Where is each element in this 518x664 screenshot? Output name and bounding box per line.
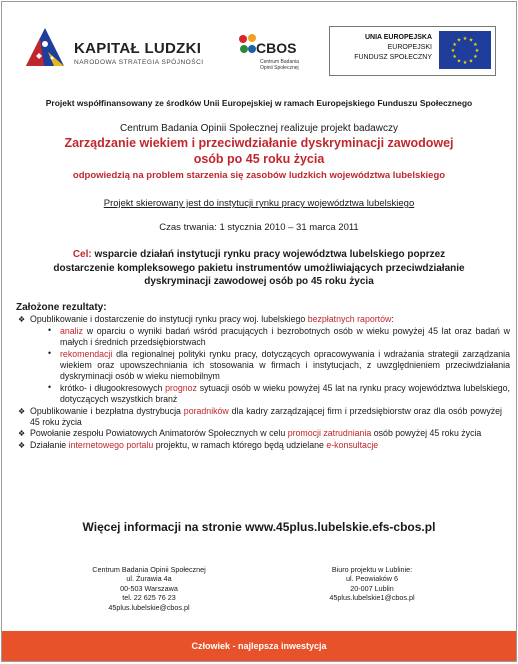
address-line: 00-503 Warszawa: [120, 583, 178, 593]
results-heading: Założone rezultaty:: [16, 302, 107, 313]
cbos-title: CBOS: [256, 40, 297, 56]
eu-star-icon: ★: [456, 37, 462, 44]
eu-star-icon: ★: [473, 54, 478, 60]
more-info-link[interactable]: Więcej informacji na stronie www.45plus.lubelskie.efs-cbos.pl: [82, 520, 436, 534]
result-highlight: internetowego portalu: [68, 439, 154, 450]
eu-star-icon: ★: [474, 48, 480, 54]
result-highlight: e-konsultacje: [326, 439, 379, 450]
result-item: [16, 428, 510, 439]
address-email[interactable]: 45plus.lubelskie@cbos.pl: [108, 602, 190, 612]
bullet-icon: •: [48, 347, 52, 358]
cbos-logo-icon: [238, 32, 258, 58]
leaflet-page: [1, 1, 517, 662]
result-subitem: [16, 383, 510, 406]
kapital-ludzki-subtitle: NARODOWA STRATEGIA SPÓJNOŚCI: [74, 59, 204, 66]
result-highlight: analiz: [60, 325, 83, 336]
result-highlight: prognoz: [165, 382, 197, 393]
footer-bar: [2, 631, 516, 661]
kapital-ludzki-title: KAPITAŁ LUDZKI: [74, 40, 202, 57]
result-text: dla regionalnej polityki rynku pracy, dotyczących opracowywania i wdrażania strategii zarządzania wiekiem oraz upowszechniania ich stosowania w firmach i instytucjach, z uwzględnieniem przeciwdziałania dyskryminacji osób w wieku niemobilnym: [60, 348, 510, 382]
project-title-line: Zarządzanie wiekiem i przeciwdziałanie dyskryminacji zawodowej: [64, 136, 454, 150]
eu-logo-box: [329, 26, 496, 76]
eu-star-icon: ★: [450, 48, 456, 54]
result-highlight: poradników: [183, 405, 229, 416]
goal-label: Cel:: [72, 249, 92, 260]
eu-fund-label-2: FUNDUSZ SPOŁECZNY: [354, 54, 432, 61]
cbos-subtitle-line: Centrum Badania: [260, 59, 299, 65]
address-line: ul. Żurawia 4a: [126, 574, 172, 584]
result-highlight: promocji zatrudniania: [287, 428, 372, 439]
address-lublin: [272, 565, 472, 603]
eu-flag-icon: [439, 31, 491, 69]
result-text: :: [391, 314, 394, 325]
result-text: Opublikowanie i bezpłatna dystrybucja: [30, 405, 184, 416]
project-title-line: osób po 45 roku życia: [193, 152, 325, 166]
kapital-ludzki-emblem-icon: [24, 26, 66, 68]
target-audience: Projekt skierowany jest do instytucji rynku pracy województwa lubelskiego: [103, 198, 415, 209]
result-text: w oparciu o wyniki badań wśród pracujących i bezrobotnych osób w wieku powyżej 45 lat oraz badań w małych i średnich przedsiębiorstwach: [60, 325, 510, 348]
eu-star-icon: ★: [462, 36, 468, 42]
result-subitem: [16, 326, 510, 349]
project-title: [2, 135, 516, 167]
result-highlight: bezpłatnych raportów: [307, 314, 392, 325]
address-line: Biuro projektu w Lublinie:: [331, 565, 413, 574]
project-duration: Czas trwania: 1 stycznia 2010 – 31 marca 2011: [159, 222, 359, 233]
result-text: sytuacji osób w wieku powyżej 45 lat na rynku pracy województwa lubelskiego, dotyczących wszystkich branż: [60, 382, 510, 405]
result-highlight: rekomendacji: [60, 348, 113, 359]
result-subitem: [16, 349, 510, 383]
result-text: krótko- i długookresowych: [60, 382, 166, 393]
eu-star-icon: ★: [456, 58, 462, 65]
result-text: dla kadry zarządzającej firm i przedsiębiorstw oraz dla osób powyżej 45 roku życia: [30, 405, 502, 428]
footer-slogan: Człowiek - najlepsza inwestycja: [191, 641, 327, 651]
address-line: ul. Peowiaków 6: [346, 574, 398, 584]
result-text: Powołanie zespołu Powiatowych Animatorów Społecznych w celu: [30, 428, 288, 439]
eu-text: [336, 33, 432, 63]
eu-star-icon: ★: [473, 42, 478, 48]
eu-star-icon: ★: [462, 60, 468, 66]
goal-text: wsparcie działań instytucji rynku pracy województwa lubelskiego poprzez dostarczenie kompleksowego pakietu instrumentów umożliwiających przeciwdziałanie dyskryminacji zawodowej osób po 45 roku życia: [53, 249, 465, 287]
result-item: [16, 406, 510, 429]
bullet-icon: •: [48, 381, 52, 392]
project-subtitle: odpowiedzią na problem starzenia się zasobów ludzkich województwa lubelskiego: [72, 170, 446, 181]
bullet-icon: •: [48, 324, 52, 335]
result-text: Opublikowanie i dostarczenie do instytucji rynku pracy woj. lubelskiego: [30, 314, 308, 325]
eu-star-icon: ★: [468, 58, 474, 65]
address-line: Centrum Badania Opinii Społecznej: [92, 565, 206, 574]
eu-fund-label-1: EUROPEJSKI: [387, 44, 432, 51]
address-warsaw: [54, 565, 244, 612]
cbos-subtitle-line: Opinii Społecznej: [260, 65, 299, 71]
result-text: osób powyżej 45 roku życia: [371, 428, 482, 439]
eu-star-icon: ★: [468, 37, 474, 44]
address-email[interactable]: 45plus.lubelskie1@cbos.pl: [329, 593, 415, 603]
result-item: [16, 440, 510, 451]
eu-star-icon: ★: [452, 42, 457, 48]
organization-line: Centrum Badania Opinii Społecznej realizuje projekt badawczy: [120, 123, 398, 134]
cbos-subtitle: [260, 59, 320, 71]
result-text: projektu, w ramach którego będą udzielane: [153, 439, 327, 450]
eu-union-label: UNIA EUROPEJSKA: [364, 34, 432, 41]
address-phone: tel. 22 625 76 23: [122, 593, 176, 603]
result-text: Działanie: [30, 439, 69, 450]
address-line: 20-007 Lublin: [350, 583, 394, 593]
cofinancing-note: Projekt współfinansowany ze środków Unii Europejskiej w ramach Europejskiego Funduszu Społecznego: [45, 98, 473, 108]
logo-header: [2, 2, 516, 82]
eu-star-icon: ★: [452, 54, 457, 60]
results-section: [16, 302, 510, 451]
project-goal: [2, 248, 516, 289]
result-item: [16, 314, 510, 325]
